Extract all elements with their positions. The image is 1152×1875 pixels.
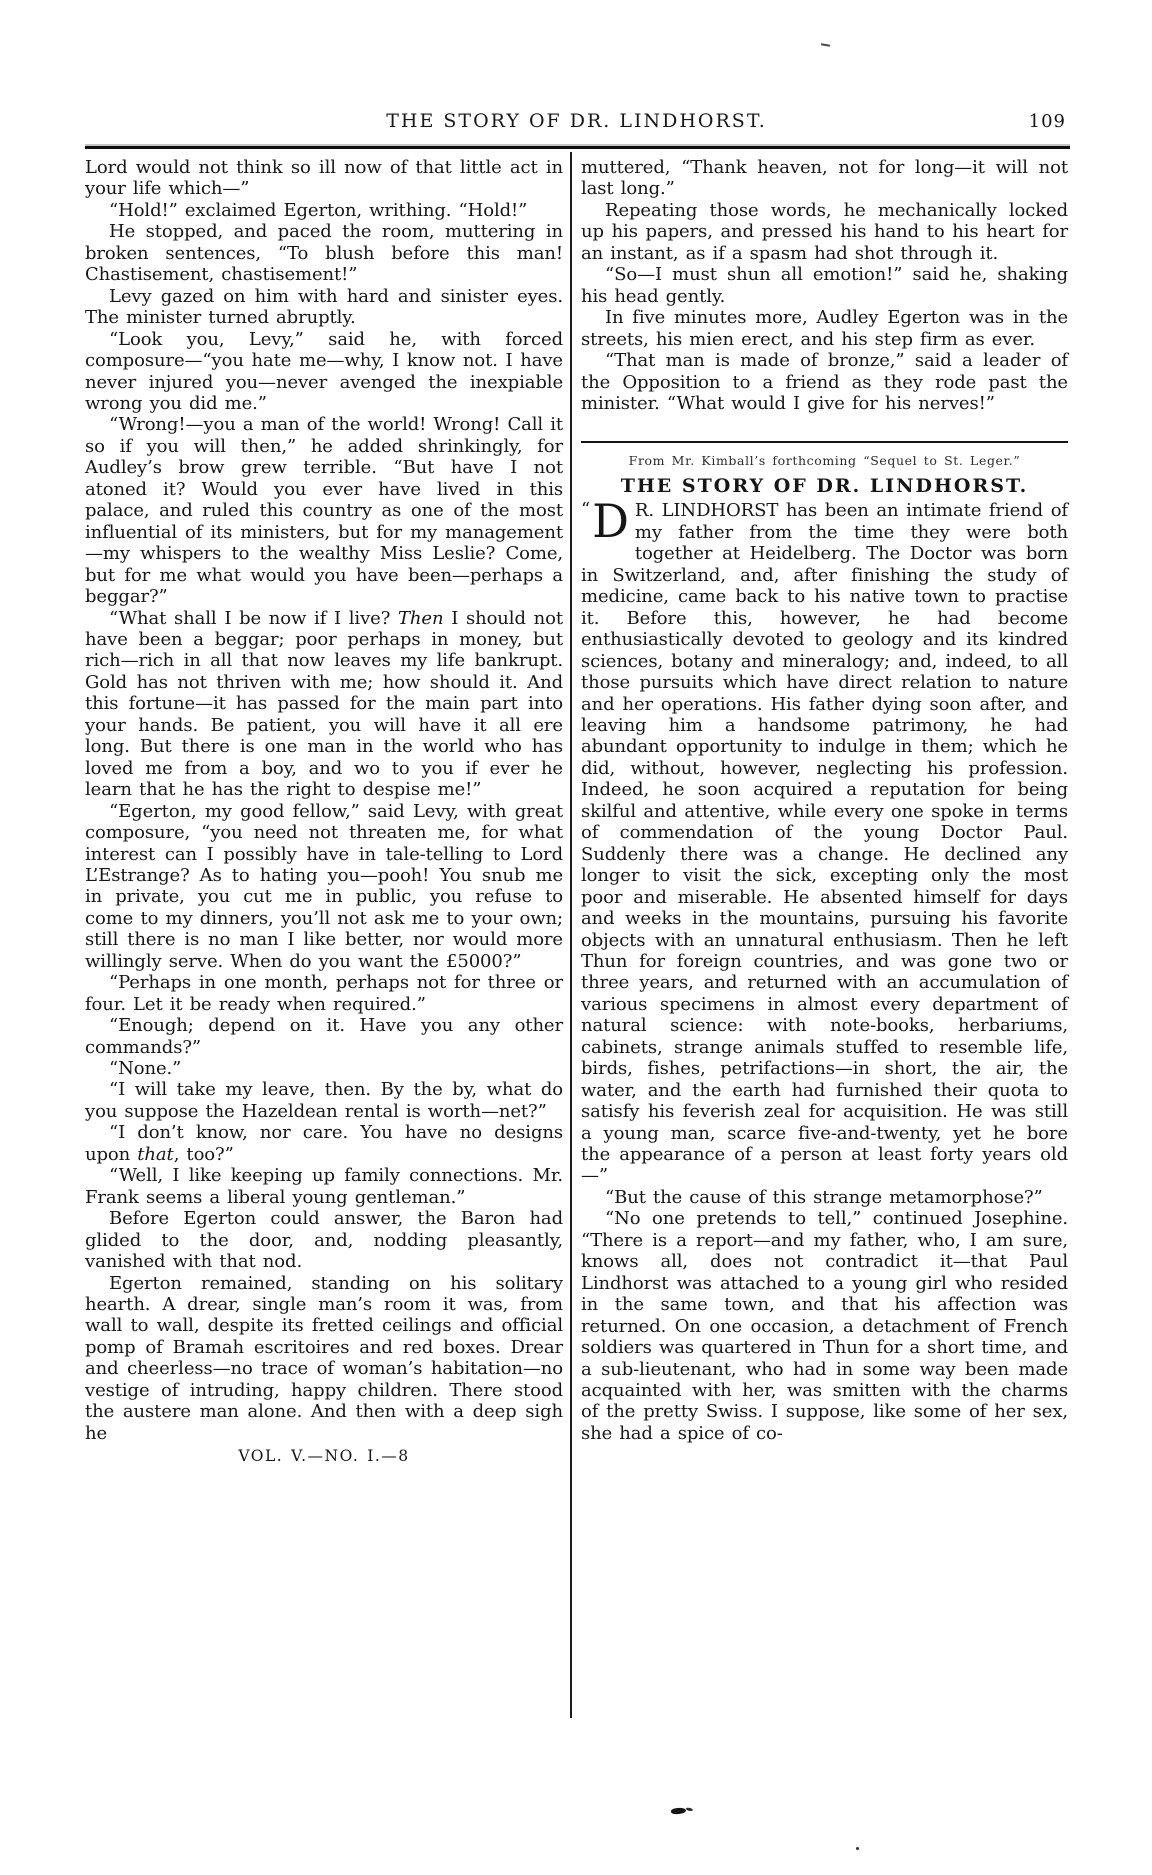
paragraph: In five minutes more, Audley Egerton was in the streets, his mien erect, and his step firm as ever. (581, 307, 1068, 350)
paragraph: He stopped, and paced the room, muttering in broken sentences, “To blush before this man! Chastisement, chastisement!” (85, 221, 563, 286)
paragraph: “What shall I be now if I live? Then I should not have been a beggar; poor perhaps in money, but rich—rich in all that now leaves my life bankrupt. Gold has not thriven with me; how should it. And this fortune—it has passed for the main part into your hands. Be patient, you will have it all ere long. But there is one man in the world who has loved me from a boy, and wo to you if ever he learn that he has the right to despise me!” (85, 607, 563, 801)
header-rule (85, 146, 1070, 149)
paragraph: “Enough; depend on it. Have you any other commands?” (85, 1015, 563, 1058)
drop-cap (581, 494, 629, 549)
scan-artifact-dot (856, 1847, 859, 1850)
volume-signature-line: VOL. V.—NO. I.—8 (238, 1447, 410, 1466)
paragraph: Lord would not think so ill now of that little act in your life which—” (85, 157, 563, 200)
paragraph: “Egerton, my good fellow,” said Levy, with great composure, “you need not threaten me, for what interest can I possibly have in tale-telling to Lord L’Estrange? As to hating you—pooh! You snub me in private, you cut me in public, you refuse to come to my dinners, you’ll not ask me to your own; still there is no man I like better, nor would more willingly serve. When do you want the £5000?” (85, 800, 563, 972)
paragraph: “Wrong!—you a man of the world! Wrong! Call it so if you will then,” he added shrinkingly, for Audley’s brow grew terrible. “But have I not atoned it? Would you ever have lived in this palace, and ruled this country as one of the most influential of its ministers, but for my management—my whispers to the wealthy Miss Leslie? Come, but for me what would you have been—perhaps a beggar?” (85, 414, 563, 608)
paragraph: “So—I must shun all emotion!” said he, shaking his head gently. (581, 264, 1068, 307)
paragraph: “None.” (109, 1058, 182, 1080)
paragraph (581, 494, 1068, 1187)
paragraph: “Well, I like keeping up family connections. Mr. Frank seems a liberal young gentleman.” (85, 1165, 563, 1208)
paragraph: muttered, “Thank heaven, not for long—it will not last long.” (581, 157, 1068, 200)
paragraph: “No one pretends to tell,” continued Josephine. “There is a report—and my father, who, I am sure, knows all, does not contradict it—that Paul Lindhorst was attached to a young girl who resided in the same town, and that his affection was returned. On one occasion, a detachment of French soldiers was quartered in Thun for a short time, and a sub-lieutenant, who had in some way been made acquainted with her, was smitten with the charms of the pretty Swiss. I suppose, like some of her sex, she had a spice of co- (581, 1208, 1068, 1444)
paragraph: Before Egerton could answer, the Baron had glided to the door, and, nodding pleasantly, vanished with that nod. (85, 1208, 563, 1273)
opening-quote: “ (581, 499, 591, 521)
paragraph: “That man is made of bronze,” said a leader of the Opposition to a friend as they rode past the minister. “What would I give for his nerves!” (581, 350, 1068, 414)
paragraph: “Perhaps in one month, perhaps not for three or four. Let it be ready when required.” (85, 972, 563, 1015)
paragraph: “I don’t know, nor care. You have no designs upon that, too?” (85, 1122, 563, 1165)
right-column (581, 157, 1068, 1444)
paragraph: “But the cause of this strange metamorphose?” (605, 1186, 1043, 1208)
paragraph: “I will take my leave, then. By the by, what do you suppose the Hazeldean rental is worth—net?” (85, 1079, 563, 1122)
running-head-title: THE STORY OF DR. LINDHORST. (386, 110, 767, 132)
paragraph: “Look you, Levy,” said he, with forced composure—“you hate me—why, I know not. I have never injured you—never avenged the inexpiable wrong you did me.” (85, 328, 563, 414)
paragraph: “Hold!” exclaimed Egerton, writhing. “Hold!” (109, 199, 528, 221)
scan-artifact-ink-blot (671, 1807, 687, 1815)
paragraph-text: R. LINDHORST has been an intimate friend of my father from the time they were both together at Heidelberg. The Doctor was born in Switzerland, and, after finishing the study of medicine, came back to his native town to practise it. Before this, however, he had become enthusiastically devoted to geology and its kindred sciences, botany and mineralogy; and, indeed, to all those pursuits which have direct relation to nature and her operations. His father dying soon after, and leaving him a handsome patrimony, he had abundant opportunity to indulge in them; which he did, without, however, neglecting his profession. Indeed, he soon acquired a reputation for being skilful and attentive, while every one spoke in terms of commendation of the young Doctor Paul. Suddenly there was a change. He declined any longer to visit the sick, excepting only the most poor and miserable. He absented himself for days and weeks in the mountains, pursuing his favorite objects with an unnatural enthusiasm. Then he left Thun for foreign countries, and was gone two or three years, and returned with an accumulation of various specimens in almost every department of natural science: with note-books, herbariums, cabinets, strange animals stuffed to resemble life, birds, fishes, petrifactions—in short, the air, the water, and the earth had furnished their quota to satisfy his feverish zeal for acquisition. He was still a young man, scarce five-and-twenty, yet he bore the appearance of a person at least forty years old—” (581, 500, 1068, 1187)
article-credit-line: From Mr. Kimball’s forthcoming “Sequel to St. Leger.” (628, 453, 1021, 469)
drop-cap-letter: D (592, 494, 629, 549)
paragraph: Egerton remained, standing on his solitary hearth. A drear, single man’s room it was, from wall to wall, despite its fretted ceilings and official pomp of Bramah escritoires and red boxes. Drear and cheerless—no trace of woman’s habitation—no vestige of intruding, happy children. There stood the austere man alone. And then with a deep sigh he (85, 1272, 563, 1444)
column-divider-rule (570, 152, 572, 1718)
paragraph: Levy gazed on him with hard and sinister eyes. The minister turned abruptly. (85, 285, 563, 329)
article-title: THE STORY OF DR. LINDHORST. (620, 475, 1029, 498)
paragraph: Repeating those words, he mechanically locked up his papers, and pressed his hand to his heart for an instant, as if a spasm had shot through it. (581, 199, 1068, 264)
left-column (85, 157, 563, 1468)
scan-artifact-dash (821, 43, 830, 47)
page-number: 109 (1028, 111, 1066, 132)
running-head (85, 110, 1068, 138)
section-divider-rule (581, 441, 1068, 443)
